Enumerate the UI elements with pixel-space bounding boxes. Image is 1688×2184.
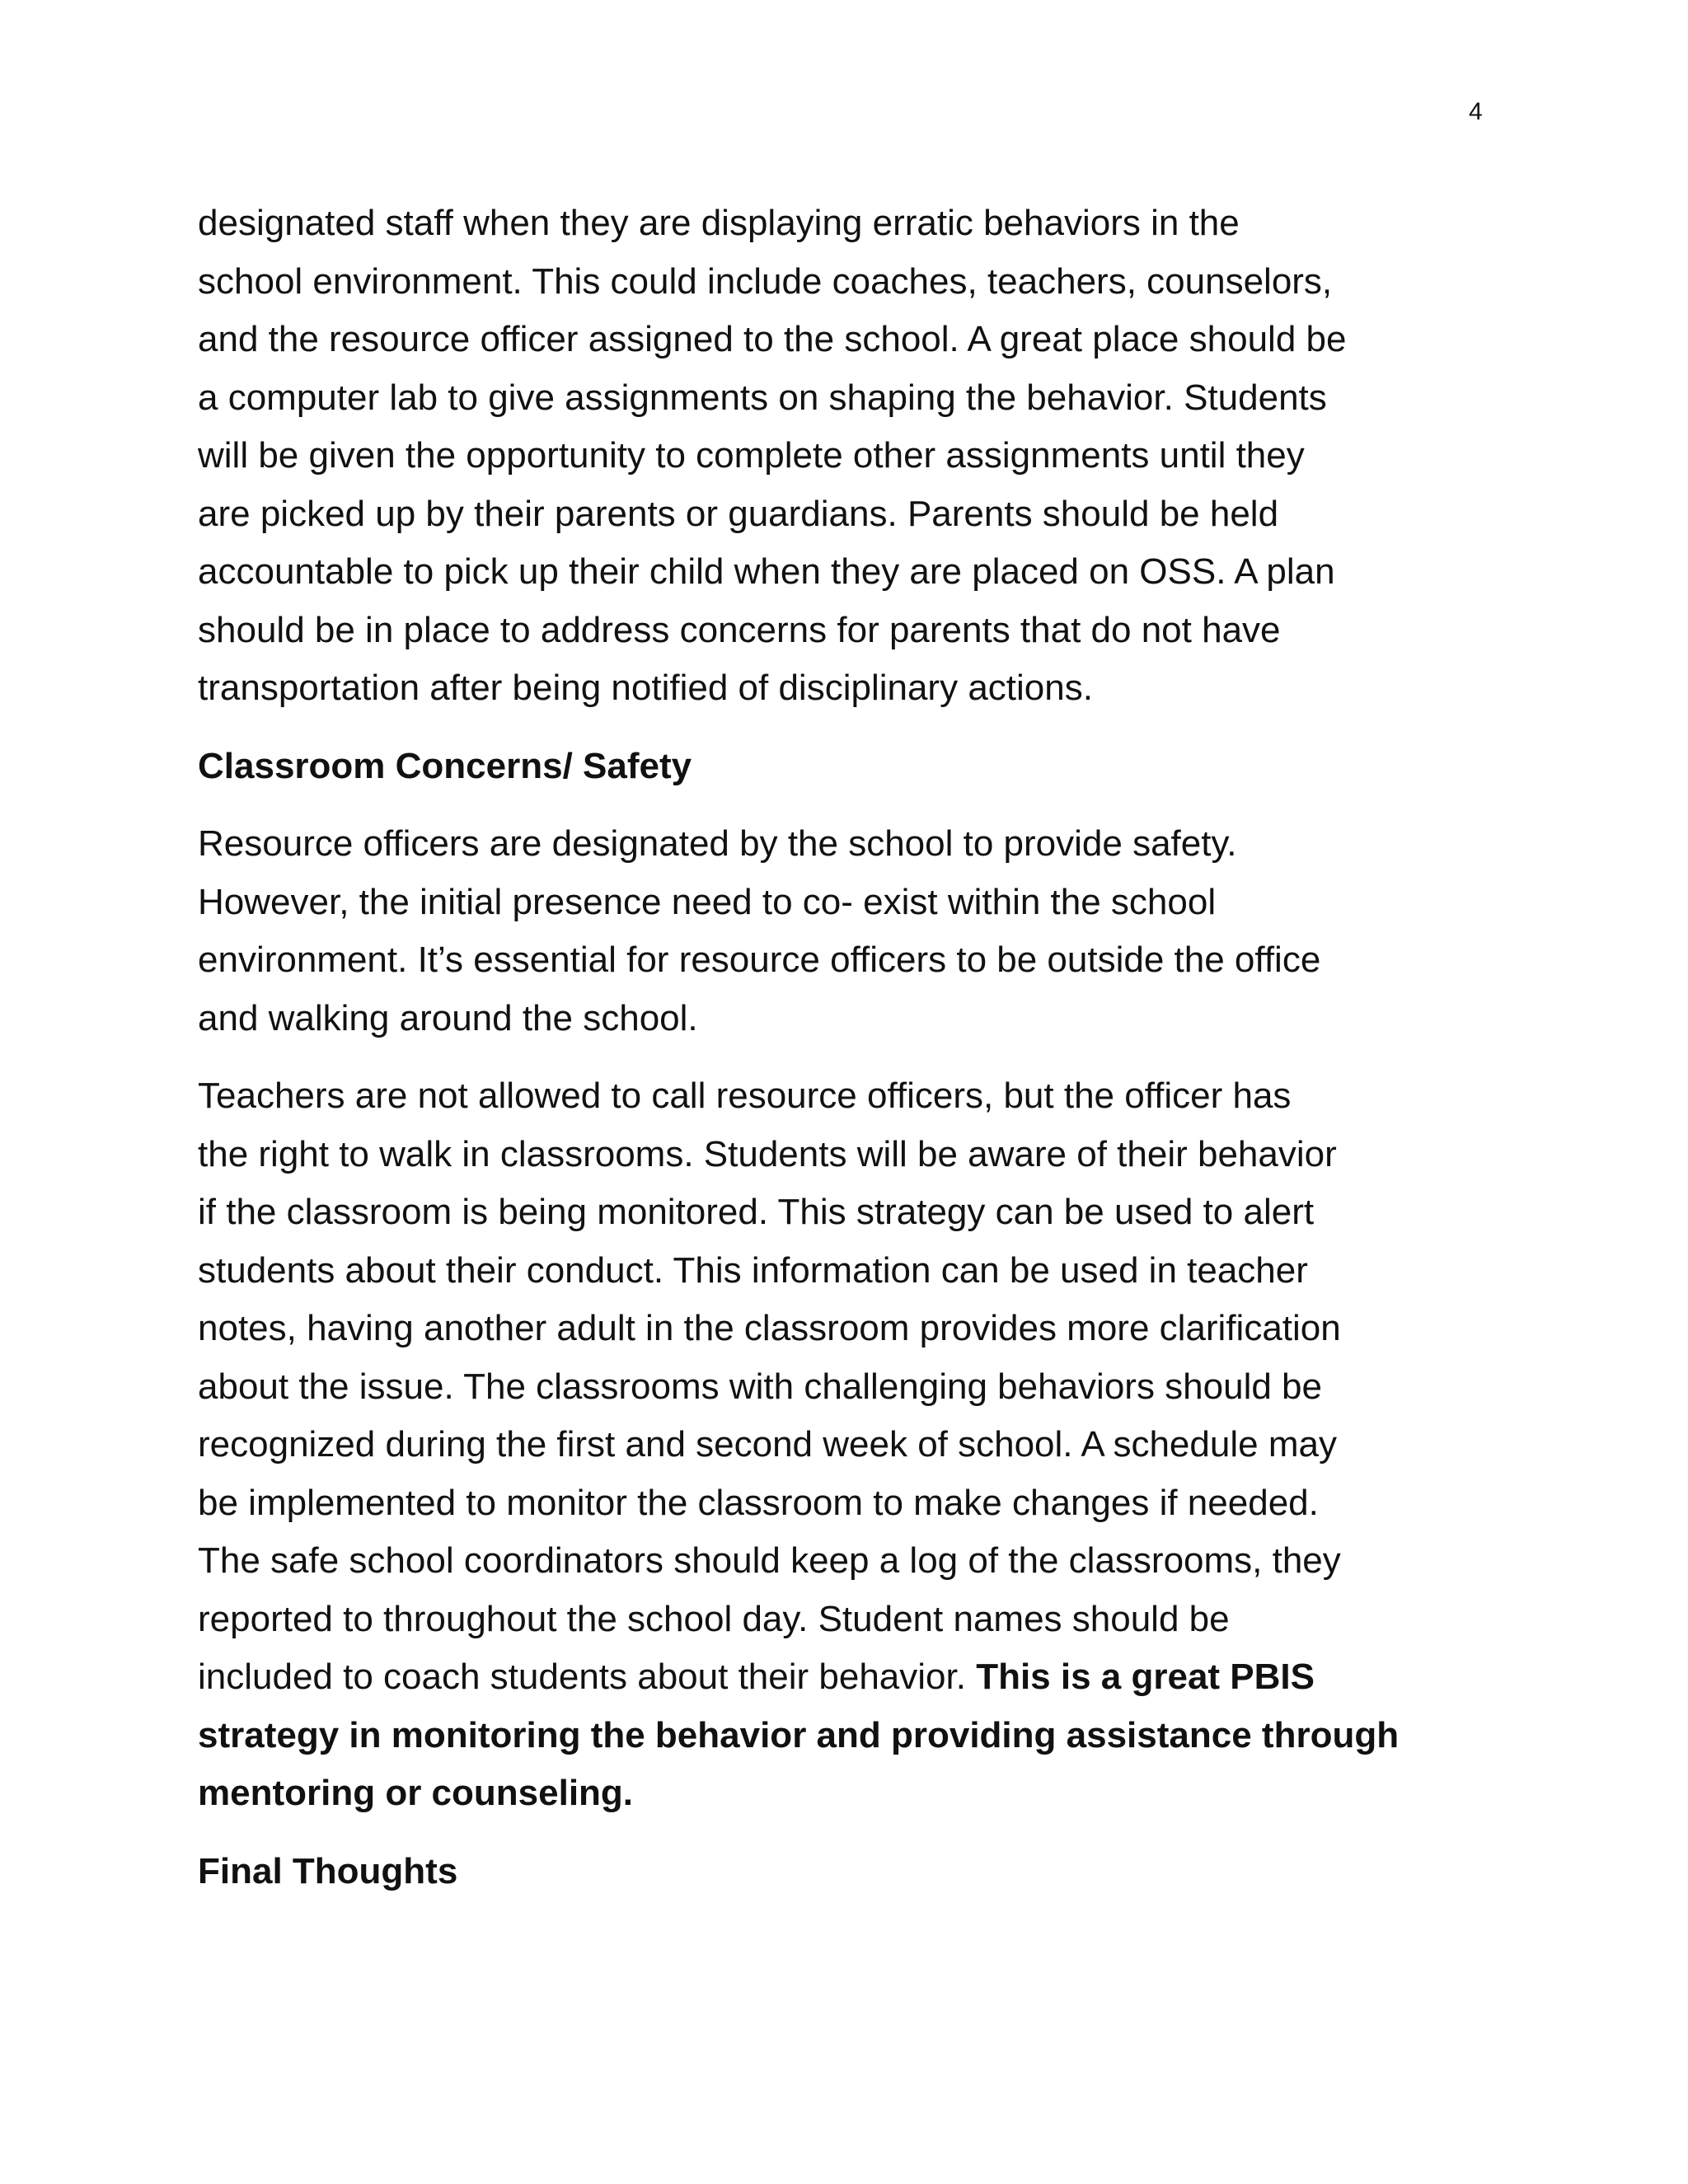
text-line: The safe school coordinators should keep a log of the classrooms, they [198,1540,1341,1581]
text-line: However, the initial presence need to co- exist within the school [198,881,1217,922]
text-line: are picked up by their parents or guardians. Parents should be held [198,493,1279,534]
text-line-bold: strategy in monitoring the behavior and providing assistance through [198,1714,1400,1755]
document-body [198,194,1517,1920]
paragraph-resource-officers [198,815,1517,1047]
text-line: notes, having another adult in the classroom provides more clarification [198,1308,1341,1348]
text-line: recognized during the first and second week of school. A schedule may [198,1424,1337,1465]
text-line: should be in place to address concerns for parents that do not have [198,609,1281,650]
text-line: accountable to pick up their child when they are placed on OSS. A plan [198,551,1335,592]
text-line: environment. It’s essential for resource officers to be outside the office [198,940,1321,980]
text-line: designated staff when they are displaying erratic behaviors in the [198,203,1240,243]
text-line: reported to throughout the school day. Student names should be [198,1598,1230,1639]
text-line: be implemented to monitor the classroom to make changes if needed. [198,1482,1319,1523]
section-heading-classroom-concerns: Classroom Concerns/ Safety [198,745,692,786]
text-line: school environment. This could include coaches, teachers, counselors, [198,260,1333,302]
text-line-bold: mentoring or counseling. [198,1773,634,1813]
text-line: and walking around the school. [198,997,698,1038]
text-line: will be given the opportunity to complete other assignments until they [198,435,1305,476]
text-line: and the resource officer assigned to the school. A great place should be [198,319,1347,359]
paragraph-teachers [198,1067,1517,1823]
text-line: students about their conduct. This information can be used in teacher [198,1249,1308,1291]
text-line-mixed [198,1648,1517,1707]
section-heading-final-thoughts: Final Thoughts [198,1850,458,1891]
text-line: transportation after being notified of disciplinary actions. [198,668,1093,708]
text-line: a computer lab to give assignments on shaping the behavior. Students [198,377,1327,418]
paragraph-intro [198,194,1517,718]
text-line: Resource officers are designated by the school to provide safety. [198,823,1237,864]
text-line: the right to walk in classrooms. Students will be aware of their behavior [198,1133,1337,1174]
text-line: about the issue. The classrooms with challenging behaviors should be [198,1366,1322,1407]
text-line: if the classroom is being monitored. This strategy can be used to alert [198,1192,1315,1232]
text-bold: This is a great PBIS [976,1657,1315,1697]
text-regular: included to coach students about their behavior. [198,1657,977,1697]
text-line: Teachers are not allowed to call resource officers, but the officer has [198,1076,1292,1116]
page-number: 4 [1469,98,1483,125]
